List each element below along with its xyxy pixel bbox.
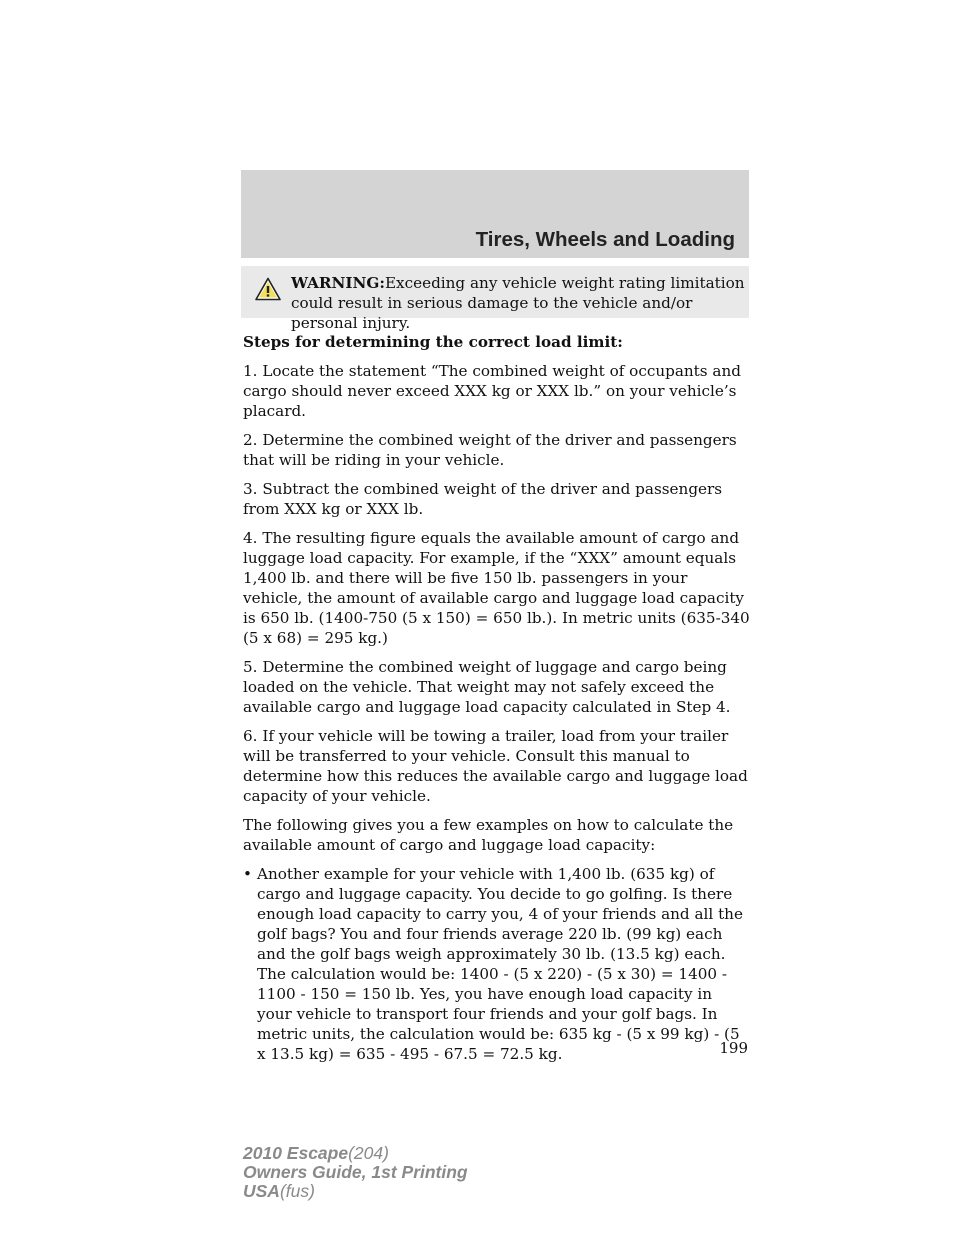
warning-label: WARNING:	[291, 274, 385, 292]
step-4: 4. The resulting figure equals the available amount of cargo and luggage load capacity. For example, if the “XXX” amount equals 1,400 lb. and there will be five 150 lb. passengers in your vehicle, the amount of available cargo and luggage load capacity is 650 lb. (1400-750 (5 x 150) = 650 lb.). In metric units (635-340 (5 x 68) = 295 kg.)	[243, 529, 750, 647]
footer-line-3	[243, 1182, 468, 1201]
step-5: 5. Determine the combined weight of luggage and cargo being loaded on the vehicle. That weight may not safely exceed the available cargo and luggage load capacity calculated in Step 4.	[243, 658, 731, 716]
warning-message: Exceeding any vehicle weight rating limitation could result in serious damage to the vehicle and/or personal injury.	[291, 274, 745, 332]
example-bullet	[243, 864, 751, 1064]
footer-market-code: (fus)	[279, 1181, 315, 1201]
bullet-dot: •	[243, 865, 252, 883]
warning-box	[241, 266, 749, 332]
step-6: 6. If your vehicle will be towing a trailer, load from your trailer will be transferred to your vehicle. Consult this manual to determine how this reduces the available cargo and luggage load capacity of your vehicle.	[243, 727, 748, 805]
warning-triangle-icon	[255, 277, 281, 301]
footer-model: 2010 Escape	[243, 1143, 349, 1163]
footer-line-1	[243, 1144, 468, 1163]
body-content	[243, 332, 751, 1064]
step-1: 1. Locate the statement “The combined weight of occupants and cargo should never exceed XXX kg or XXX lb.” on your vehicle’s placard.	[243, 362, 741, 420]
footer	[243, 1144, 468, 1201]
examples-intro: The following gives you a few examples on how to calculate the available amount of cargo and luggage load capacity:	[243, 816, 734, 854]
warning-text	[291, 273, 746, 333]
footer-guide: Owners Guide, 1st Printing	[243, 1162, 468, 1182]
step-2: 2. Determine the combined weight of the driver and passengers that will be riding in your vehicle.	[243, 431, 737, 469]
page-number: 199	[719, 1039, 748, 1057]
section-title: Tires, Wheels and Loading	[475, 228, 735, 251]
section-header-band	[241, 170, 749, 258]
step-3: 3. Subtract the combined weight of the driver and passengers from XXX kg or XXX lb.	[243, 480, 723, 518]
subheading: Steps for determining the correct load limit:	[243, 333, 623, 351]
footer-market: USA	[243, 1181, 280, 1201]
footer-model-code: (204)	[348, 1143, 389, 1163]
example-text: Another example for your vehicle with 1,400 lb. (635 kg) of cargo and luggage capacity. You decide to go golfing. Is there enough load capacity to carry you, 4 of your friends and all the golf bags? You and four friends average 220 lb. (99 kg) each and the golf bags weigh approximately 30 lb. (13.5 kg) each. The calculation would be: 1400 - (5 x 220) - (5 x 30) = 1400 - 1100 - 150 = 150 lb. Yes, you have enough load capacity in your vehicle to transport four friends and your golf bags. In metric units, the calculation would be: 635 kg - (5 x 99 kg) - (5 x 13.5 kg) = 635 - 495 - 67.5 = 72.5 kg.	[257, 865, 743, 1063]
